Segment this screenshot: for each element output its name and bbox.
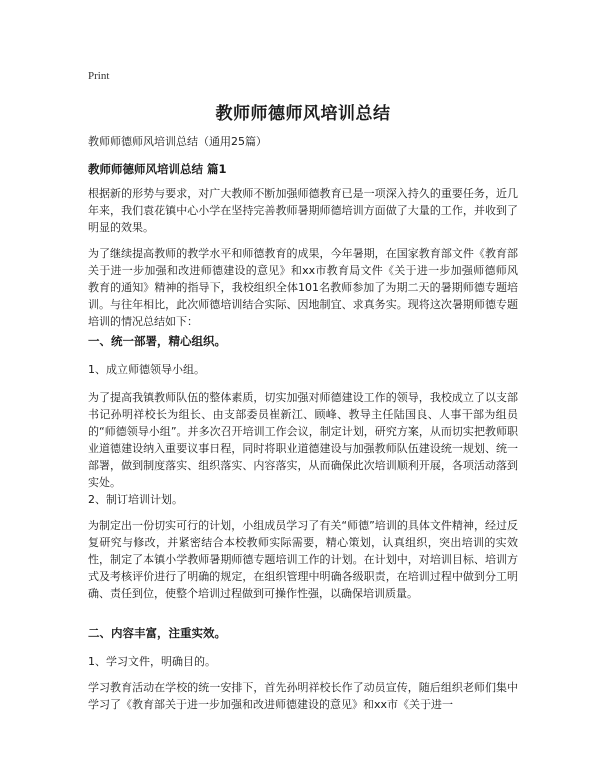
item-study-documents: 1、学习文件，明确目的。 xyxy=(88,655,216,668)
document-subtitle: 教师师德师风培训总结（通用25篇） xyxy=(88,135,267,148)
paragraph-background: 为了继续提高教师的教学水平和师德教育的成果，今年暑期，在国家教育部文件《教育部关于进一步加强和改进师德建设的意见》和xx市教育局文件《关于进一步加强师德师风教育的通知》精神的指导下，我校组织全体101名教师参加了为期二天的暑期师德专题培训。与往年相比，此次师德培训结合实际、因地制宜、求真务实。现将这次暑期师德专题培训的情况总结如下： xyxy=(88,247,518,328)
heading-section-two: 二、内容丰富，注重实效。 xyxy=(88,626,226,640)
paragraph-training-plan: 为制定出一份切实可行的计划，小组成员学习了有关“师德”培训的具体文件精神，经过反复研究与修改，并紧密结合本校教师实际需要，精心策划，认真组织，突出培训的实效性，制定了本镇小学教师暑期师德专题培训工作的计划。在计划中，对培训目标、培训方式及考核评价进行了明确的规定，在组织管理中明确各级职责，在培训过程中做到分工明确、责任到位，使整个培训过程做到可操作性强，以确保培训质量。 xyxy=(88,519,518,600)
page-title: 教师师德师风培训总结 xyxy=(215,104,391,124)
heading-section-one: 一、统一部署，精心组织。 xyxy=(88,334,226,348)
item-leadership-group: 1、成立师德领导小组。 xyxy=(88,363,205,376)
paragraph-leadership: 为了提高我镇教师队伍的整体素质，切实加强对师德建设工作的领导，我校成立了以支部书记孙明祥校长为组长、由支部委员崔新江、顾峰、教导主任陆国良、人事干部为组员的“师德领导小组”。并多次召开培训工作会议，制定计划，研究方案，从而切实把教师职业道德建设纳入重要议事日程，同时将职业道德建设与加强教师队伍建设统一规划、统一部署，做到制度落实、组织落实、内容落实，从而确保此次培训顺利开展，各项活动落到实处。 xyxy=(88,391,518,489)
item-training-plan: 2、制订培训计划。 xyxy=(88,493,183,506)
print-label[interactable]: Print xyxy=(88,70,110,82)
paragraph-study: 学习教育活动在学校的统一安排下，首先孙明祥校长作了动员宣传，随后组织老师们集中学习了《教育部关于进一步加强和改进师德建设的意见》和xx市《关于进一 xyxy=(88,681,518,711)
paragraph-intro: 根据新的形势与要求，对广大教师不断加强师德教育已是一项深入持久的重要任务，近几年来，我们袁花镇中心小学在坚持完善教师暑期师德培训方面做了大量的工作，并收到了明显的效果。 xyxy=(88,187,518,234)
section-heading: 教师师德师风培训总结 篇1 xyxy=(88,162,227,176)
